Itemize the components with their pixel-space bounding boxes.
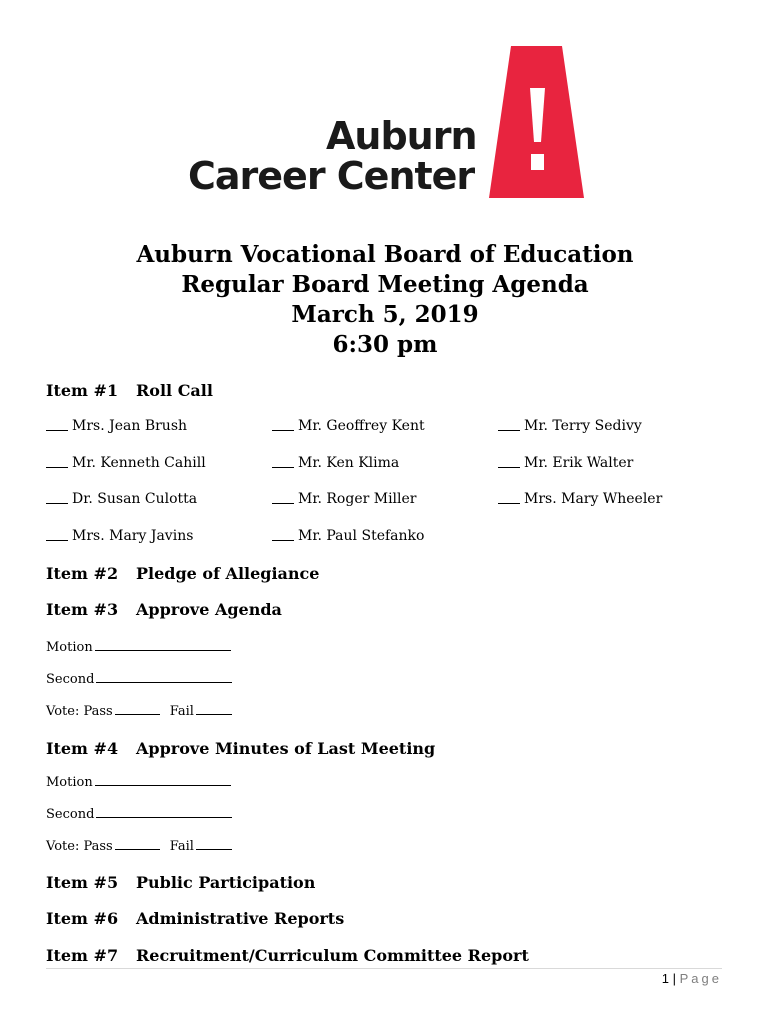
check-blank[interactable]: [46, 466, 68, 468]
item-label: Administrative Reports: [136, 909, 345, 928]
motion-field: [46, 775, 231, 790]
motion-field: [46, 640, 231, 655]
auburn-career-center-logo: [186, 44, 586, 200]
roll-call-entry: [272, 528, 424, 544]
second-line[interactable]: [96, 682, 232, 683]
check-blank[interactable]: [498, 502, 520, 504]
page-footer: [662, 971, 722, 986]
roll-call-entry: [272, 418, 425, 434]
agenda-item-6: [46, 909, 344, 928]
second-line[interactable]: [96, 817, 232, 818]
check-blank[interactable]: [272, 466, 294, 468]
member-name: Mr. Terry Sedivy: [524, 418, 642, 434]
title-board-name: Auburn Vocational Board of Education: [136, 241, 634, 268]
member-name: Dr. Susan Culotta: [72, 491, 198, 507]
member-name: Mrs. Mary Wheeler: [524, 491, 663, 507]
member-name: Mr. Paul Stefanko: [298, 528, 425, 544]
title-date: March 5, 2019: [291, 301, 479, 328]
member-name: Mr. Erik Walter: [524, 455, 634, 471]
vote-field: [46, 839, 232, 854]
second-label: Second: [46, 807, 95, 822]
logo-text-auburn: Auburn: [326, 114, 477, 158]
title-time: 6:30 pm: [332, 331, 438, 358]
check-blank[interactable]: [272, 539, 294, 541]
check-blank[interactable]: [46, 539, 68, 541]
second-field: [46, 807, 232, 822]
vote-field: [46, 704, 232, 719]
agenda-item-7: [46, 946, 529, 965]
item-label: Public Participation: [136, 873, 316, 892]
roll-call-entry: [498, 491, 662, 507]
member-name: Mrs. Mary Javins: [72, 528, 194, 544]
fail-line[interactable]: [196, 714, 232, 715]
check-blank[interactable]: [272, 429, 294, 431]
check-blank[interactable]: [46, 429, 68, 431]
vote-pass-label: Vote: Pass: [46, 704, 113, 719]
vote-fail-label: Fail: [169, 704, 194, 719]
agenda-item-4: [46, 739, 435, 758]
item-number: Item #1: [46, 381, 119, 400]
item-label: Approve Minutes of Last Meeting: [136, 739, 436, 758]
logo-a-mark-icon: [489, 46, 584, 198]
logo-text-career-center: Career Center: [188, 154, 475, 198]
item-label: Roll Call: [136, 381, 213, 400]
check-blank[interactable]: [498, 466, 520, 468]
agenda-title: [0, 240, 770, 360]
motion-line[interactable]: [95, 785, 231, 786]
item-label: Recruitment/Curriculum Committee Report: [136, 946, 529, 965]
member-name: Mr. Geoffrey Kent: [298, 418, 425, 434]
member-name: Mr. Roger Miller: [298, 491, 417, 507]
vote-fail-label: Fail: [169, 839, 194, 854]
member-name: Mr. Kenneth Cahill: [72, 455, 206, 471]
roll-call-entry: [46, 491, 197, 507]
roll-call-entry: [498, 455, 633, 471]
item-label: Approve Agenda: [136, 600, 282, 619]
item-number: Item #3: [46, 600, 119, 619]
motion-label: Motion: [46, 775, 93, 790]
page-separator: |: [672, 971, 676, 986]
motion-label: Motion: [46, 640, 93, 655]
vote-pass-label: Vote: Pass: [46, 839, 113, 854]
motion-line[interactable]: [95, 650, 231, 651]
item-number: Item #7: [46, 946, 119, 965]
check-blank[interactable]: [46, 502, 68, 504]
item-number: Item #4: [46, 739, 119, 758]
roll-call-entry: [46, 418, 187, 434]
roll-call-entry: [46, 455, 206, 471]
agenda-item-3: [46, 600, 282, 619]
second-field: [46, 672, 232, 687]
roll-call-entry: [46, 528, 193, 544]
agenda-item-2: [46, 564, 319, 583]
item-label: Pledge of Allegiance: [136, 564, 320, 583]
pass-line[interactable]: [115, 849, 160, 850]
check-blank[interactable]: [272, 502, 294, 504]
agenda-item-5: [46, 873, 315, 892]
footer-divider: [46, 968, 722, 969]
agenda-item-1: [46, 381, 213, 400]
item-number: Item #2: [46, 564, 119, 583]
member-name: Mr. Ken Klima: [298, 455, 400, 471]
title-meeting-type: Regular Board Meeting Agenda: [181, 271, 589, 298]
roll-call-entry: [498, 418, 642, 434]
item-number: Item #5: [46, 873, 119, 892]
page-word: Page: [679, 971, 722, 986]
check-blank[interactable]: [498, 429, 520, 431]
member-name: Mrs. Jean Brush: [72, 418, 188, 434]
item-number: Item #6: [46, 909, 119, 928]
page-number: 1: [661, 971, 669, 986]
roll-call-entry: [272, 491, 417, 507]
fail-line[interactable]: [196, 849, 232, 850]
roll-call-entry: [272, 455, 399, 471]
pass-line[interactable]: [115, 714, 160, 715]
second-label: Second: [46, 672, 95, 687]
